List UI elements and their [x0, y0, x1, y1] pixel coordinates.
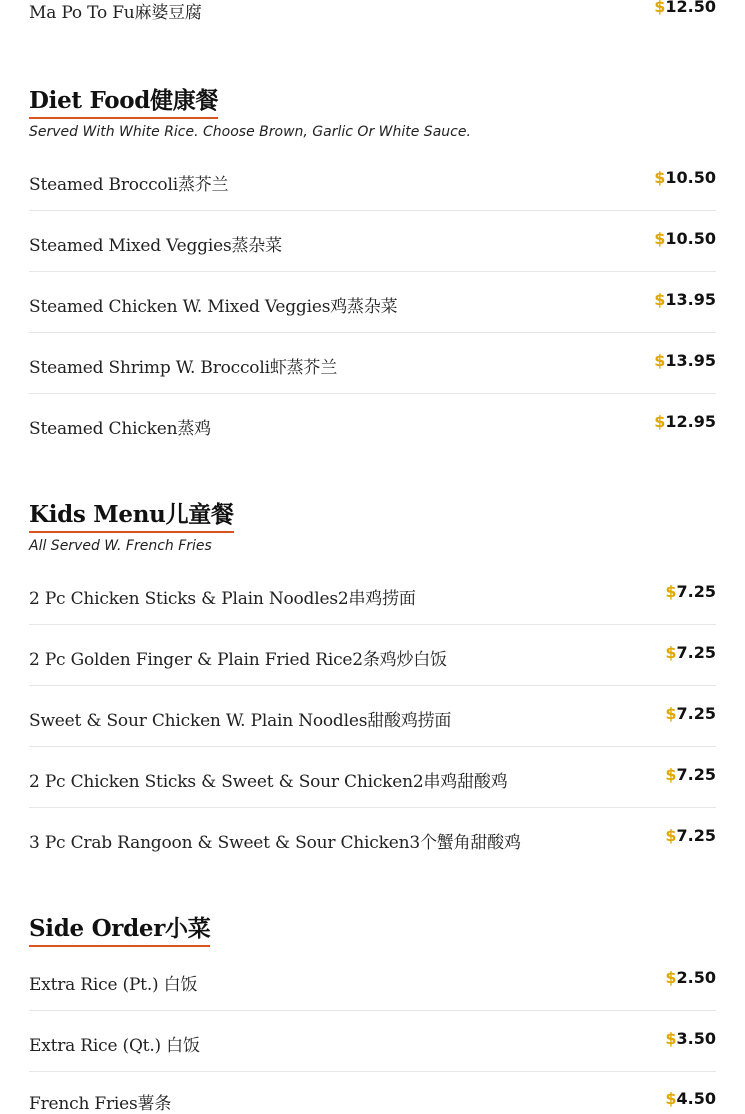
section-description: All Served W. French Fries	[29, 538, 212, 554]
dollar-sign: $	[665, 968, 677, 987]
price-value: 7.25	[676, 643, 716, 662]
item-price	[665, 968, 716, 987]
item-price	[665, 765, 716, 784]
item-price	[665, 704, 716, 723]
price-value: 13.95	[665, 290, 716, 309]
item-price	[665, 826, 716, 845]
section-title: Kids Menu儿童餐	[29, 496, 234, 533]
menu-item[interactable]	[29, 625, 716, 686]
dollar-sign: $	[665, 1029, 677, 1048]
item-name: Ma Po To Fu麻婆豆腐	[29, 3, 202, 23]
menu-item[interactable]	[29, 564, 716, 625]
dollar-sign: $	[665, 582, 677, 601]
item-name: Steamed Chicken蒸鸡	[29, 419, 211, 439]
price-value: 7.25	[676, 765, 716, 784]
item-price	[665, 1089, 716, 1108]
price-value: 3.50	[676, 1029, 716, 1048]
dollar-sign: $	[665, 1089, 677, 1108]
item-name: Steamed Shrimp W. Broccoli虾蒸芥兰	[29, 358, 338, 378]
item-name: French Fries薯条	[29, 1094, 172, 1114]
item-name: 2 Pc Golden Finger & Plain Fried Rice2条鸡炒白饭	[29, 650, 447, 670]
price-value: 7.25	[676, 582, 716, 601]
item-price	[654, 351, 716, 370]
menu-item[interactable]	[29, 808, 716, 869]
item-price	[654, 168, 716, 187]
price-value: 7.25	[676, 704, 716, 723]
menu-item[interactable]	[29, 333, 716, 394]
dollar-sign: $	[665, 643, 677, 662]
dollar-sign: $	[665, 704, 677, 723]
price-value: 7.25	[676, 826, 716, 845]
dollar-sign: $	[654, 168, 666, 187]
item-name: Steamed Chicken W. Mixed Veggies鸡蒸杂菜	[29, 297, 398, 317]
price-value: 4.50	[676, 1089, 716, 1108]
item-name: 3 Pc Crab Rangoon & Sweet & Sour Chicken3个蟹角甜酸鸡	[29, 833, 521, 853]
item-price	[654, 412, 716, 431]
item-price	[665, 582, 716, 601]
menu-item[interactable]	[29, 394, 716, 455]
item-price	[654, 0, 716, 16]
section-title: Diet Food健康餐	[29, 82, 218, 119]
menu-item[interactable]	[29, 1040, 716, 1114]
price-value: 12.95	[665, 412, 716, 431]
price-value: 10.50	[665, 229, 716, 248]
item-name: 2 Pc Chicken Sticks & Sweet & Sour Chicken2串鸡甜酸鸡	[29, 772, 508, 792]
item-name: Steamed Broccoli蒸芥兰	[29, 175, 229, 195]
menu-item[interactable]	[29, 211, 716, 272]
price-value: 12.50	[665, 0, 716, 16]
dollar-sign: $	[665, 826, 677, 845]
item-name: Sweet & Sour Chicken W. Plain Noodles甜酸鸡捞面	[29, 711, 452, 731]
menu-item[interactable]	[29, 747, 716, 808]
item-name: 2 Pc Chicken Sticks & Plain Noodles2串鸡捞面	[29, 589, 416, 609]
item-price	[654, 290, 716, 309]
section-title: Side Order小菜	[29, 910, 210, 947]
menu-item[interactable]	[29, 272, 716, 333]
dollar-sign: $	[654, 412, 666, 431]
dollar-sign: $	[654, 229, 666, 248]
dollar-sign: $	[665, 765, 677, 784]
item-name: Extra Rice (Qt.) 白饭	[29, 1036, 200, 1056]
price-value: 10.50	[665, 168, 716, 187]
item-name: Steamed Mixed Veggies蒸杂菜	[29, 236, 282, 256]
menu-item[interactable]	[29, 686, 716, 747]
dollar-sign: $	[654, 0, 666, 16]
dollar-sign: $	[654, 290, 666, 309]
menu-item-ma-po-tofu[interactable]	[29, 0, 716, 51]
item-name: Extra Rice (Pt.) 白饭	[29, 975, 198, 995]
item-price	[654, 229, 716, 248]
menu-item[interactable]	[29, 150, 716, 211]
section-description: Served With White Rice. Choose Brown, Garlic Or White Sauce.	[29, 124, 471, 140]
dollar-sign: $	[654, 351, 666, 370]
price-value: 2.50	[676, 968, 716, 987]
price-value: 13.95	[665, 351, 716, 370]
menu-item[interactable]	[29, 950, 716, 1011]
item-price	[665, 643, 716, 662]
